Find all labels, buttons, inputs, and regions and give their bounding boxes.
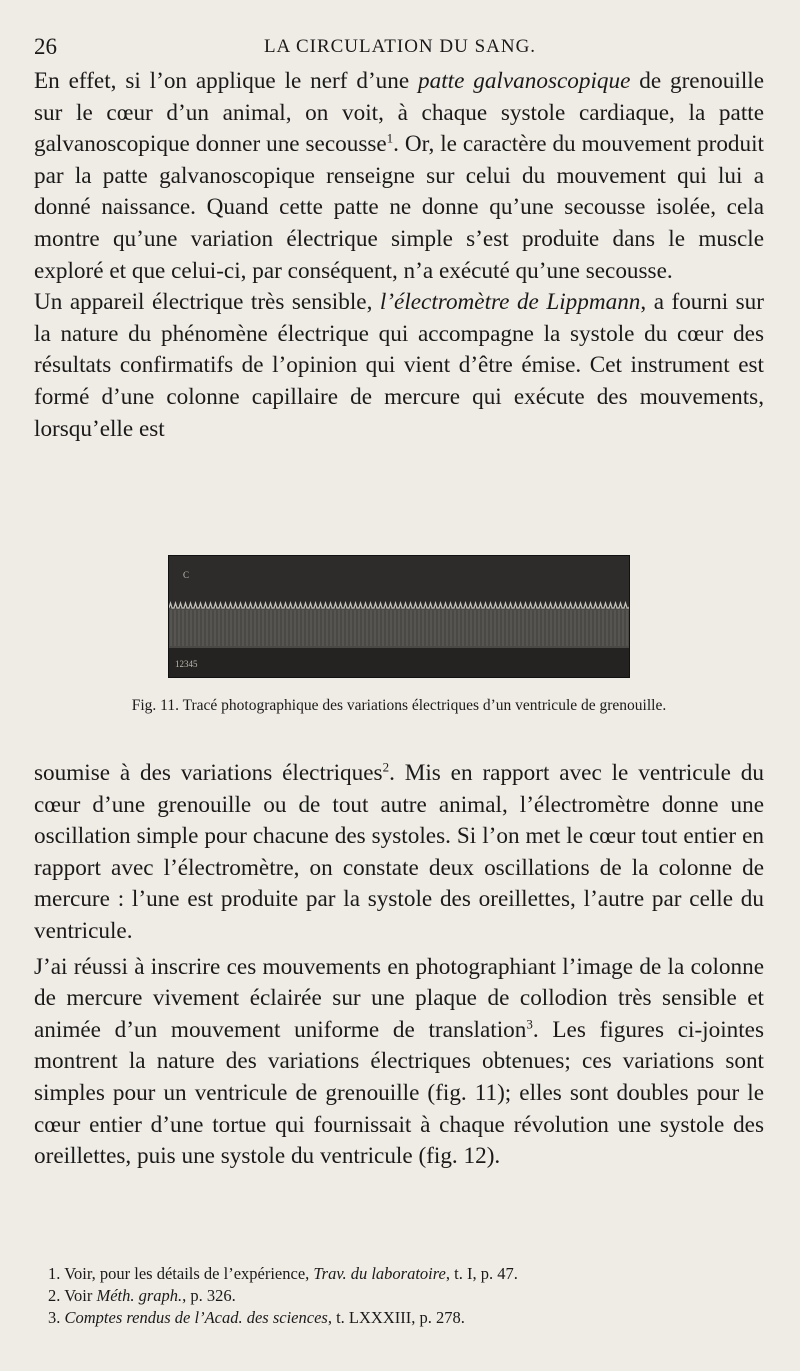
paragraph-1: [34, 66, 764, 287]
figure-trace-image: [168, 555, 630, 678]
figure-label-bottom: 12345: [175, 659, 198, 669]
footnote-1: [48, 1263, 764, 1285]
footnote-3: [48, 1307, 764, 1329]
figure-caption: Fig. 11. Tracé photographique des variations électriques d’un ventricule de grenouille.: [131, 697, 667, 714]
footnote-ref: 1: [386, 130, 394, 146]
footnote-ref: 3: [526, 1016, 533, 1032]
text-block-bottom: [34, 758, 764, 1173]
figure-label-top: C: [183, 570, 190, 580]
italic-term: l’électromètre de Lippmann: [379, 289, 641, 316]
text-run: J’ai réussi à inscrire ces mouvements en photographiant l’image de la colonne de mercure vivement éclairée sur une plaque de collodion très sensible et animée d’un mouvement uniforme de translation: [34, 953, 764, 1043]
footnote-ref: 2: [382, 759, 390, 775]
text-run: , a fourni sur la nature du phénomène électrique qui accompagne la systole du cœur des résultats confirmatifs de l’opinion qui vient d’être émise. Cet instrument est formé d’une colonne capillaire de mercure qui exécute des mouvements, lorsqu’elle est: [34, 289, 764, 442]
paragraph-3: [34, 758, 764, 948]
text-run: , p. 326.: [182, 1286, 236, 1305]
footnote-2: [48, 1285, 764, 1307]
text-run: , t. I, p. 47.: [445, 1264, 518, 1283]
footnote-number: 1.: [48, 1264, 61, 1283]
text-run: Voir, pour les détails de l’expérience,: [60, 1264, 314, 1283]
text-run: , t. LXXXIII, p. 278.: [327, 1308, 465, 1327]
text-run: de grenouille sur le cœur d’un animal, on voit, à chaque systole cardiaque, la patte galvanoscopique donner une secousse: [34, 68, 764, 158]
italic-term: Comptes rendus de l’Acad. des sciences: [64, 1308, 328, 1327]
paragraph-2: [34, 287, 764, 445]
text-run: . Or, le caractère du mouvement produit par la patte galvanoscopique renseigne sur celui du mouvement qui lui a donné naissance. Quand cette patte ne donne qu’une secousse isolée, cela montre qu’une variation électrique simple s’est produite dans le muscle exploré et que celui-ci, par conséquent, n’a exécuté qu’une secousse.: [34, 131, 764, 284]
text-block-top: [34, 66, 764, 445]
text-run: Voir: [60, 1286, 97, 1305]
text-run: . Les figures ci-jointes montrent la nature des variations électriques obtenues; ces variations sont simples pour un ventricule de grenouille (fig. 11); elles sont doubles pour le cœur entier d’une tortue qui fournissait à chaque révolution une systole des oreillettes, puis une systole du ventricule (fig. 12).: [34, 1016, 764, 1170]
text-run: soumise à des variations électriques: [34, 760, 383, 786]
italic-term: patte galvanoscopique: [418, 68, 631, 94]
page-header: [34, 30, 766, 64]
running-title: LA CIRCULATION DU SANG.: [263, 36, 537, 57]
electrical-trace-graphic: [169, 556, 629, 677]
footnote-number: 2.: [48, 1286, 61, 1305]
text-run: En effet, si l’on applique le nerf d’une: [34, 68, 419, 94]
text-run: . Mis en rapport avec le ventricule du cœur d’une grenouille ou de tout autre animal, l’électromètre donne une oscillation simple pour chacune des systoles. Si l’on met le cœur tout entier en rapport avec l’électromètre, on constate deux oscillations de la colonne de mercure : l’une est produite par la systole des oreillettes, l’autre par celle du ventricule.: [34, 760, 764, 944]
text-run: Un appareil électrique très sensible,: [34, 289, 380, 316]
footnote-number: 3.: [48, 1308, 61, 1327]
italic-term: Trav. du laboratoire: [313, 1264, 446, 1283]
footnotes: [48, 1263, 764, 1329]
paragraph-4: [34, 952, 764, 1173]
italic-term: Méth. graph.: [96, 1286, 183, 1305]
page-number: 26: [34, 34, 57, 59]
